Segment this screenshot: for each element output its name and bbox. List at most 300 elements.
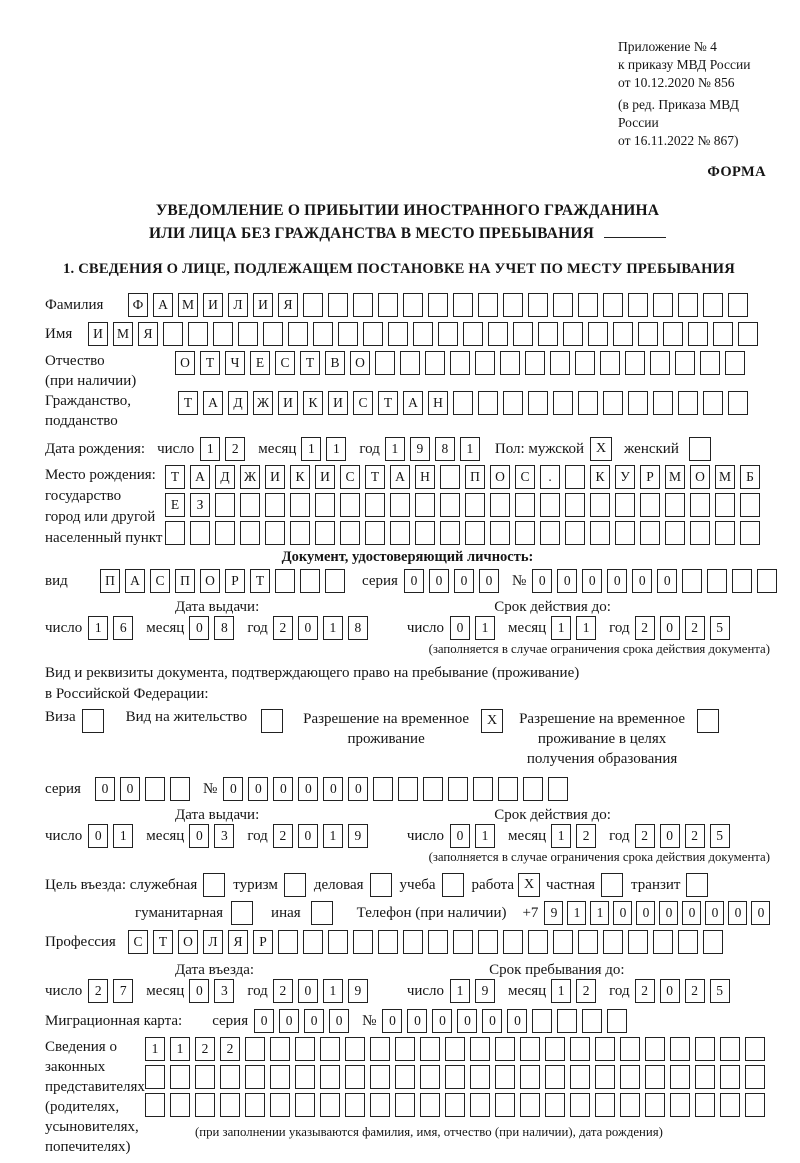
birthplace-line3-cells-4[interactable] (265, 521, 285, 545)
entry-year-cells-0[interactable]: 2 (273, 979, 293, 1003)
profession-cells-15[interactable] (503, 930, 523, 954)
surname-cells-6[interactable]: Я (278, 293, 298, 317)
birth-month-cells-1[interactable]: 1 (326, 437, 346, 461)
firstname-cells-24[interactable] (688, 322, 708, 346)
phone-cells-7[interactable]: 0 (705, 901, 724, 925)
phone-cells-6[interactable]: 0 (682, 901, 701, 925)
patronymic-cells-19[interactable] (650, 351, 670, 375)
permit-issue-month-cells-0[interactable]: 0 (189, 824, 209, 848)
entry-year-cells-3[interactable]: 9 (348, 979, 368, 1003)
legal-rep-line3-cells-20[interactable] (645, 1093, 665, 1117)
profession-cells-21[interactable] (653, 930, 673, 954)
citizenship-cells-6[interactable]: И (328, 391, 348, 415)
birthplace-line1-cells-16[interactable] (565, 465, 585, 489)
profession-cells-17[interactable] (553, 930, 573, 954)
birthplace-line3-cells-17[interactable] (590, 521, 610, 545)
profession-cells-19[interactable] (603, 930, 623, 954)
profession-cells-16[interactable] (528, 930, 548, 954)
legal-rep-line2-cells-18[interactable] (595, 1065, 615, 1089)
surname-cells-4[interactable]: Л (228, 293, 248, 317)
legal-rep-line1-cells-0[interactable]: 1 (145, 1037, 165, 1061)
surname-cells-8[interactable] (328, 293, 348, 317)
permit-number-cells-1[interactable]: 0 (248, 777, 268, 801)
birthplace-line2-cells-16[interactable] (565, 493, 585, 517)
birthplace-line1-cells-8[interactable]: Т (365, 465, 385, 489)
entry-year-cells-1[interactable]: 0 (298, 979, 318, 1003)
birthplace-line3-cells-19[interactable] (640, 521, 660, 545)
legal-rep-line2-cells-5[interactable] (270, 1065, 290, 1089)
migration-card-series-cells-0[interactable]: 0 (254, 1009, 274, 1033)
patronymic-cells-6[interactable]: В (325, 351, 345, 375)
entry-month-cells-0[interactable]: 0 (189, 979, 209, 1003)
purpose-work-checkbox[interactable]: X (518, 873, 540, 897)
legal-rep-line3-cells-1[interactable] (170, 1093, 190, 1117)
id-expiry-day-cells-0[interactable]: 0 (450, 616, 470, 640)
id-doc-number-cells-0[interactable]: 0 (532, 569, 552, 593)
birthplace-line2-cells-13[interactable] (490, 493, 510, 517)
phone-cells-0[interactable]: 9 (544, 901, 563, 925)
legal-rep-line2-cells-20[interactable] (645, 1065, 665, 1089)
id-doc-series-cells-2[interactable]: 0 (454, 569, 474, 593)
stay-until-year-cells-3[interactable]: 5 (710, 979, 730, 1003)
migration-card-number-cells-5[interactable]: 0 (507, 1009, 527, 1033)
birthplace-line2-cells-1[interactable]: З (190, 493, 210, 517)
firstname-cells-2[interactable]: Я (138, 322, 158, 346)
permit-expiry-year-cells-0[interactable]: 2 (635, 824, 655, 848)
legal-rep-line2-cells-21[interactable] (670, 1065, 690, 1089)
id-expiry-month-cells-0[interactable]: 1 (551, 616, 571, 640)
birthplace-line2-cells-5[interactable] (290, 493, 310, 517)
entry-day-cells-1[interactable]: 7 (113, 979, 133, 1003)
migration-card-number-cells-1[interactable]: 0 (407, 1009, 427, 1033)
id-doc-type-cells-6[interactable]: Т (250, 569, 270, 593)
birthplace-line1-cells-14[interactable]: С (515, 465, 535, 489)
legal-rep-line2-cells-10[interactable] (395, 1065, 415, 1089)
legal-rep-line1-cells-3[interactable]: 2 (220, 1037, 240, 1061)
migration-card-number-cells-6[interactable] (532, 1009, 552, 1033)
birthplace-line1-cells-6[interactable]: И (315, 465, 335, 489)
citizenship-cells-7[interactable]: С (353, 391, 373, 415)
firstname-cells-20[interactable] (588, 322, 608, 346)
id-expiry-year-cells-0[interactable]: 2 (635, 616, 655, 640)
id-doc-number-cells-7[interactable] (707, 569, 727, 593)
patronymic-cells-16[interactable] (575, 351, 595, 375)
id-expiry-month-cells-1[interactable]: 1 (576, 616, 596, 640)
birthplace-line2-cells-15[interactable] (540, 493, 560, 517)
permit-number-cells-2[interactable]: 0 (273, 777, 293, 801)
birthplace-line1-cells-22[interactable]: М (715, 465, 735, 489)
id-issue-year-cells-1[interactable]: 0 (298, 616, 318, 640)
visa-checkbox[interactable] (82, 709, 104, 733)
birth-month-cells-0[interactable]: 1 (301, 437, 321, 461)
profession-cells-23[interactable] (703, 930, 723, 954)
phone-cells-1[interactable]: 1 (567, 901, 586, 925)
id-expiry-day-cells-1[interactable]: 1 (475, 616, 495, 640)
profession-cells-11[interactable] (403, 930, 423, 954)
surname-cells-1[interactable]: А (153, 293, 173, 317)
permit-series-cells-2[interactable] (145, 777, 165, 801)
id-doc-number-cells-8[interactable] (732, 569, 752, 593)
legal-rep-line2-cells-7[interactable] (320, 1065, 340, 1089)
surname-cells-15[interactable] (503, 293, 523, 317)
surname-cells-24[interactable] (728, 293, 748, 317)
permit-number-cells-5[interactable]: 0 (348, 777, 368, 801)
phone-cells-4[interactable]: 0 (636, 901, 655, 925)
phone-cells-2[interactable]: 1 (590, 901, 609, 925)
firstname-cells-19[interactable] (563, 322, 583, 346)
firstname-cells-7[interactable] (263, 322, 283, 346)
id-issue-day-cells-0[interactable]: 1 (88, 616, 108, 640)
permit-number-cells-6[interactable] (373, 777, 393, 801)
patronymic-cells-7[interactable]: О (350, 351, 370, 375)
purpose-official-checkbox[interactable] (203, 873, 225, 897)
legal-rep-line1-cells-18[interactable] (595, 1037, 615, 1061)
legal-rep-line1-cells-21[interactable] (670, 1037, 690, 1061)
citizenship-cells-5[interactable]: К (303, 391, 323, 415)
profession-cells-12[interactable] (428, 930, 448, 954)
legal-rep-line2-cells-4[interactable] (245, 1065, 265, 1089)
legal-rep-line1-cells-6[interactable] (295, 1037, 315, 1061)
id-doc-number-cells-6[interactable] (682, 569, 702, 593)
birthplace-line1-cells-13[interactable]: О (490, 465, 510, 489)
phone-cells-9[interactable]: 0 (751, 901, 770, 925)
id-doc-type-cells-9[interactable] (325, 569, 345, 593)
legal-rep-line3-cells-9[interactable] (370, 1093, 390, 1117)
citizenship-cells-8[interactable]: Т (378, 391, 398, 415)
firstname-cells-25[interactable] (713, 322, 733, 346)
stay-until-year-cells-1[interactable]: 0 (660, 979, 680, 1003)
purpose-tourism-checkbox[interactable] (284, 873, 306, 897)
firstname-cells-10[interactable] (338, 322, 358, 346)
birthplace-line2-cells-22[interactable] (715, 493, 735, 517)
purpose-study-checkbox[interactable] (442, 873, 464, 897)
id-issue-month-cells-0[interactable]: 0 (189, 616, 209, 640)
permit-issue-month-cells-1[interactable]: 3 (214, 824, 234, 848)
legal-rep-line2-cells-15[interactable] (520, 1065, 540, 1089)
legal-rep-line2-cells-14[interactable] (495, 1065, 515, 1089)
id-issue-month-cells-1[interactable]: 8 (214, 616, 234, 640)
migration-card-series-cells-2[interactable]: 0 (304, 1009, 324, 1033)
citizenship-cells-9[interactable]: А (403, 391, 423, 415)
profession-cells-14[interactable] (478, 930, 498, 954)
birthplace-line3-cells-20[interactable] (665, 521, 685, 545)
firstname-cells-4[interactable] (188, 322, 208, 346)
surname-cells-5[interactable]: И (253, 293, 273, 317)
citizenship-cells-19[interactable] (653, 391, 673, 415)
citizenship-cells-2[interactable]: Д (228, 391, 248, 415)
birthplace-line3-cells-8[interactable] (365, 521, 385, 545)
surname-cells-12[interactable] (428, 293, 448, 317)
legal-rep-line2-cells-8[interactable] (345, 1065, 365, 1089)
firstname-cells-14[interactable] (438, 322, 458, 346)
citizenship-cells-4[interactable]: И (278, 391, 298, 415)
birthplace-line3-cells-14[interactable] (515, 521, 535, 545)
birthplace-line1-cells-17[interactable]: К (590, 465, 610, 489)
surname-cells-23[interactable] (703, 293, 723, 317)
legal-rep-line2-cells-23[interactable] (720, 1065, 740, 1089)
legal-rep-line1-cells-20[interactable] (645, 1037, 665, 1061)
permit-expiry-day-cells-1[interactable]: 1 (475, 824, 495, 848)
legal-rep-line2-cells-2[interactable] (195, 1065, 215, 1089)
surname-cells-19[interactable] (603, 293, 623, 317)
birthplace-line3-cells-6[interactable] (315, 521, 335, 545)
stay-until-month-cells-1[interactable]: 2 (576, 979, 596, 1003)
legal-rep-line3-cells-15[interactable] (520, 1093, 540, 1117)
phone-cells-8[interactable]: 0 (728, 901, 747, 925)
id-doc-series-cells-0[interactable]: 0 (404, 569, 424, 593)
permit-expiry-day-cells-0[interactable]: 0 (450, 824, 470, 848)
birthplace-line1-cells-20[interactable]: М (665, 465, 685, 489)
patronymic-cells-13[interactable] (500, 351, 520, 375)
birth-year-cells-1[interactable]: 9 (410, 437, 430, 461)
birthplace-line3-cells-21[interactable] (690, 521, 710, 545)
profession-cells-4[interactable]: Я (228, 930, 248, 954)
surname-cells-0[interactable]: Ф (128, 293, 148, 317)
patronymic-cells-12[interactable] (475, 351, 495, 375)
birthplace-line2-cells-14[interactable] (515, 493, 535, 517)
birthplace-line2-cells-6[interactable] (315, 493, 335, 517)
patronymic-cells-3[interactable]: Е (250, 351, 270, 375)
legal-rep-line1-cells-10[interactable] (395, 1037, 415, 1061)
permit-number-cells-0[interactable]: 0 (223, 777, 243, 801)
birthplace-line2-cells-23[interactable] (740, 493, 760, 517)
birthplace-line1-cells-15[interactable]: . (540, 465, 560, 489)
legal-rep-line3-cells-23[interactable] (720, 1093, 740, 1117)
permit-series-cells-1[interactable]: 0 (120, 777, 140, 801)
permit-expiry-month-cells-1[interactable]: 2 (576, 824, 596, 848)
legal-rep-line1-cells-9[interactable] (370, 1037, 390, 1061)
legal-rep-line3-cells-2[interactable] (195, 1093, 215, 1117)
purpose-other-checkbox[interactable] (311, 901, 333, 925)
legal-rep-line2-cells-22[interactable] (695, 1065, 715, 1089)
purpose-private-checkbox[interactable] (601, 873, 623, 897)
legal-rep-line2-cells-12[interactable] (445, 1065, 465, 1089)
birthplace-line1-cells-7[interactable]: С (340, 465, 360, 489)
surname-cells-21[interactable] (653, 293, 673, 317)
temp-residence-checkbox[interactable]: X (481, 709, 503, 733)
birthplace-line2-cells-0[interactable]: Е (165, 493, 185, 517)
legal-rep-line3-cells-22[interactable] (695, 1093, 715, 1117)
birthplace-line2-cells-4[interactable] (265, 493, 285, 517)
firstname-cells-5[interactable] (213, 322, 233, 346)
birthplace-line3-cells-7[interactable] (340, 521, 360, 545)
sex-male-checkbox[interactable]: X (590, 437, 612, 461)
permit-issue-year-cells-0[interactable]: 2 (273, 824, 293, 848)
surname-cells-22[interactable] (678, 293, 698, 317)
firstname-cells-15[interactable] (463, 322, 483, 346)
legal-rep-line1-cells-12[interactable] (445, 1037, 465, 1061)
legal-rep-line1-cells-22[interactable] (695, 1037, 715, 1061)
surname-cells-7[interactable] (303, 293, 323, 317)
id-issue-year-cells-2[interactable]: 1 (323, 616, 343, 640)
permit-issue-year-cells-2[interactable]: 1 (323, 824, 343, 848)
legal-rep-line3-cells-5[interactable] (270, 1093, 290, 1117)
birth-year-cells-2[interactable]: 8 (435, 437, 455, 461)
legal-rep-line1-cells-23[interactable] (720, 1037, 740, 1061)
legal-rep-line3-cells-21[interactable] (670, 1093, 690, 1117)
birthplace-line3-cells-0[interactable] (165, 521, 185, 545)
id-doc-type-cells-4[interactable]: О (200, 569, 220, 593)
permit-number-cells-3[interactable]: 0 (298, 777, 318, 801)
firstname-cells-23[interactable] (663, 322, 683, 346)
birthplace-line2-cells-20[interactable] (665, 493, 685, 517)
id-doc-number-cells-1[interactable]: 0 (557, 569, 577, 593)
birthplace-line2-cells-2[interactable] (215, 493, 235, 517)
migration-card-number-cells-0[interactable]: 0 (382, 1009, 402, 1033)
patronymic-cells-22[interactable] (725, 351, 745, 375)
profession-cells-8[interactable] (328, 930, 348, 954)
legal-rep-line3-cells-12[interactable] (445, 1093, 465, 1117)
legal-rep-line3-cells-4[interactable] (245, 1093, 265, 1117)
firstname-cells-16[interactable] (488, 322, 508, 346)
firstname-cells-1[interactable]: М (113, 322, 133, 346)
purpose-humanitarian-checkbox[interactable] (231, 901, 253, 925)
birthplace-line2-cells-3[interactable] (240, 493, 260, 517)
permit-number-cells-10[interactable] (473, 777, 493, 801)
permit-number-cells-13[interactable] (548, 777, 568, 801)
legal-rep-line2-cells-16[interactable] (545, 1065, 565, 1089)
legal-rep-line3-cells-18[interactable] (595, 1093, 615, 1117)
patronymic-cells-15[interactable] (550, 351, 570, 375)
patronymic-cells-8[interactable] (375, 351, 395, 375)
birthplace-line1-cells-18[interactable]: У (615, 465, 635, 489)
legal-rep-line2-cells-24[interactable] (745, 1065, 765, 1089)
legal-rep-line1-cells-13[interactable] (470, 1037, 490, 1061)
legal-rep-line1-cells-11[interactable] (420, 1037, 440, 1061)
permit-series-cells-3[interactable] (170, 777, 190, 801)
stay-until-day-cells-1[interactable]: 9 (475, 979, 495, 1003)
permit-expiry-year-cells-3[interactable]: 5 (710, 824, 730, 848)
legal-rep-line3-cells-17[interactable] (570, 1093, 590, 1117)
legal-rep-line3-cells-6[interactable] (295, 1093, 315, 1117)
profession-cells-18[interactable] (578, 930, 598, 954)
patronymic-cells-10[interactable] (425, 351, 445, 375)
id-doc-number-cells-2[interactable]: 0 (582, 569, 602, 593)
migration-card-number-cells-3[interactable]: 0 (457, 1009, 477, 1033)
birthplace-line2-cells-21[interactable] (690, 493, 710, 517)
profession-cells-6[interactable] (278, 930, 298, 954)
birthplace-line3-cells-22[interactable] (715, 521, 735, 545)
migration-card-number-cells-2[interactable]: 0 (432, 1009, 452, 1033)
citizenship-cells-15[interactable] (553, 391, 573, 415)
residence-permit-checkbox[interactable] (261, 709, 283, 733)
phone-cells-3[interactable]: 0 (613, 901, 632, 925)
patronymic-cells-9[interactable] (400, 351, 420, 375)
legal-rep-line2-cells-0[interactable] (145, 1065, 165, 1089)
surname-cells-16[interactable] (528, 293, 548, 317)
legal-rep-line2-cells-1[interactable] (170, 1065, 190, 1089)
permit-number-cells-9[interactable] (448, 777, 468, 801)
permit-number-cells-8[interactable] (423, 777, 443, 801)
citizenship-cells-3[interactable]: Ж (253, 391, 273, 415)
legal-rep-line3-cells-3[interactable] (220, 1093, 240, 1117)
id-doc-series-cells-1[interactable]: 0 (429, 569, 449, 593)
citizenship-cells-21[interactable] (703, 391, 723, 415)
firstname-cells-3[interactable] (163, 322, 183, 346)
birthplace-line2-cells-17[interactable] (590, 493, 610, 517)
profession-cells-22[interactable] (678, 930, 698, 954)
citizenship-cells-22[interactable] (728, 391, 748, 415)
phone-cells-5[interactable]: 0 (659, 901, 678, 925)
permit-issue-day-cells-0[interactable]: 0 (88, 824, 108, 848)
migration-card-number-cells-7[interactable] (557, 1009, 577, 1033)
birthplace-line2-cells-10[interactable] (415, 493, 435, 517)
surname-cells-10[interactable] (378, 293, 398, 317)
permit-issue-year-cells-1[interactable]: 0 (298, 824, 318, 848)
id-expiry-year-cells-1[interactable]: 0 (660, 616, 680, 640)
birthplace-line3-cells-1[interactable] (190, 521, 210, 545)
entry-year-cells-2[interactable]: 1 (323, 979, 343, 1003)
firstname-cells-26[interactable] (738, 322, 758, 346)
birthplace-line2-cells-11[interactable] (440, 493, 460, 517)
profession-cells-20[interactable] (628, 930, 648, 954)
birth-day-cells-1[interactable]: 2 (225, 437, 245, 461)
legal-rep-line1-cells-1[interactable]: 1 (170, 1037, 190, 1061)
permit-expiry-month-cells-0[interactable]: 1 (551, 824, 571, 848)
purpose-business-checkbox[interactable] (370, 873, 392, 897)
firstname-cells-22[interactable] (638, 322, 658, 346)
id-doc-number-cells-5[interactable]: 0 (657, 569, 677, 593)
id-doc-number-cells-3[interactable]: 0 (607, 569, 627, 593)
profession-cells-10[interactable] (378, 930, 398, 954)
birthplace-line2-cells-9[interactable] (390, 493, 410, 517)
stay-until-year-cells-2[interactable]: 2 (685, 979, 705, 1003)
birthplace-line3-cells-23[interactable] (740, 521, 760, 545)
citizenship-cells-18[interactable] (628, 391, 648, 415)
birth-day-cells-0[interactable]: 1 (200, 437, 220, 461)
legal-rep-line1-cells-7[interactable] (320, 1037, 340, 1061)
legal-rep-line2-cells-11[interactable] (420, 1065, 440, 1089)
legal-rep-line3-cells-0[interactable] (145, 1093, 165, 1117)
birthplace-line1-cells-10[interactable]: Н (415, 465, 435, 489)
id-expiry-year-cells-3[interactable]: 5 (710, 616, 730, 640)
citizenship-cells-12[interactable] (478, 391, 498, 415)
birthplace-line3-cells-5[interactable] (290, 521, 310, 545)
profession-cells-0[interactable]: С (128, 930, 148, 954)
patronymic-cells-17[interactable] (600, 351, 620, 375)
legal-rep-line1-cells-19[interactable] (620, 1037, 640, 1061)
legal-rep-line2-cells-13[interactable] (470, 1065, 490, 1089)
legal-rep-line2-cells-9[interactable] (370, 1065, 390, 1089)
birthplace-line3-cells-16[interactable] (565, 521, 585, 545)
surname-cells-11[interactable] (403, 293, 423, 317)
entry-day-cells-0[interactable]: 2 (88, 979, 108, 1003)
legal-rep-line3-cells-8[interactable] (345, 1093, 365, 1117)
stay-until-day-cells-0[interactable]: 1 (450, 979, 470, 1003)
profession-cells-7[interactable] (303, 930, 323, 954)
birth-year-cells-0[interactable]: 1 (385, 437, 405, 461)
id-doc-type-cells-8[interactable] (300, 569, 320, 593)
firstname-cells-8[interactable] (288, 322, 308, 346)
birthplace-line3-cells-15[interactable] (540, 521, 560, 545)
permit-number-cells-4[interactable]: 0 (323, 777, 343, 801)
id-doc-number-cells-4[interactable]: 0 (632, 569, 652, 593)
id-issue-day-cells-1[interactable]: 6 (113, 616, 133, 640)
legal-rep-line1-cells-14[interactable] (495, 1037, 515, 1061)
birthplace-line1-cells-12[interactable]: П (465, 465, 485, 489)
birthplace-line1-cells-1[interactable]: А (190, 465, 210, 489)
legal-rep-line2-cells-6[interactable] (295, 1065, 315, 1089)
legal-rep-line1-cells-17[interactable] (570, 1037, 590, 1061)
legal-rep-line1-cells-15[interactable] (520, 1037, 540, 1061)
birthplace-line3-cells-11[interactable] (440, 521, 460, 545)
id-doc-type-cells-7[interactable] (275, 569, 295, 593)
birthplace-line1-cells-4[interactable]: И (265, 465, 285, 489)
birthplace-line1-cells-21[interactable]: О (690, 465, 710, 489)
migration-card-number-cells-4[interactable]: 0 (482, 1009, 502, 1033)
citizenship-cells-10[interactable]: Н (428, 391, 448, 415)
legal-rep-line2-cells-17[interactable] (570, 1065, 590, 1089)
